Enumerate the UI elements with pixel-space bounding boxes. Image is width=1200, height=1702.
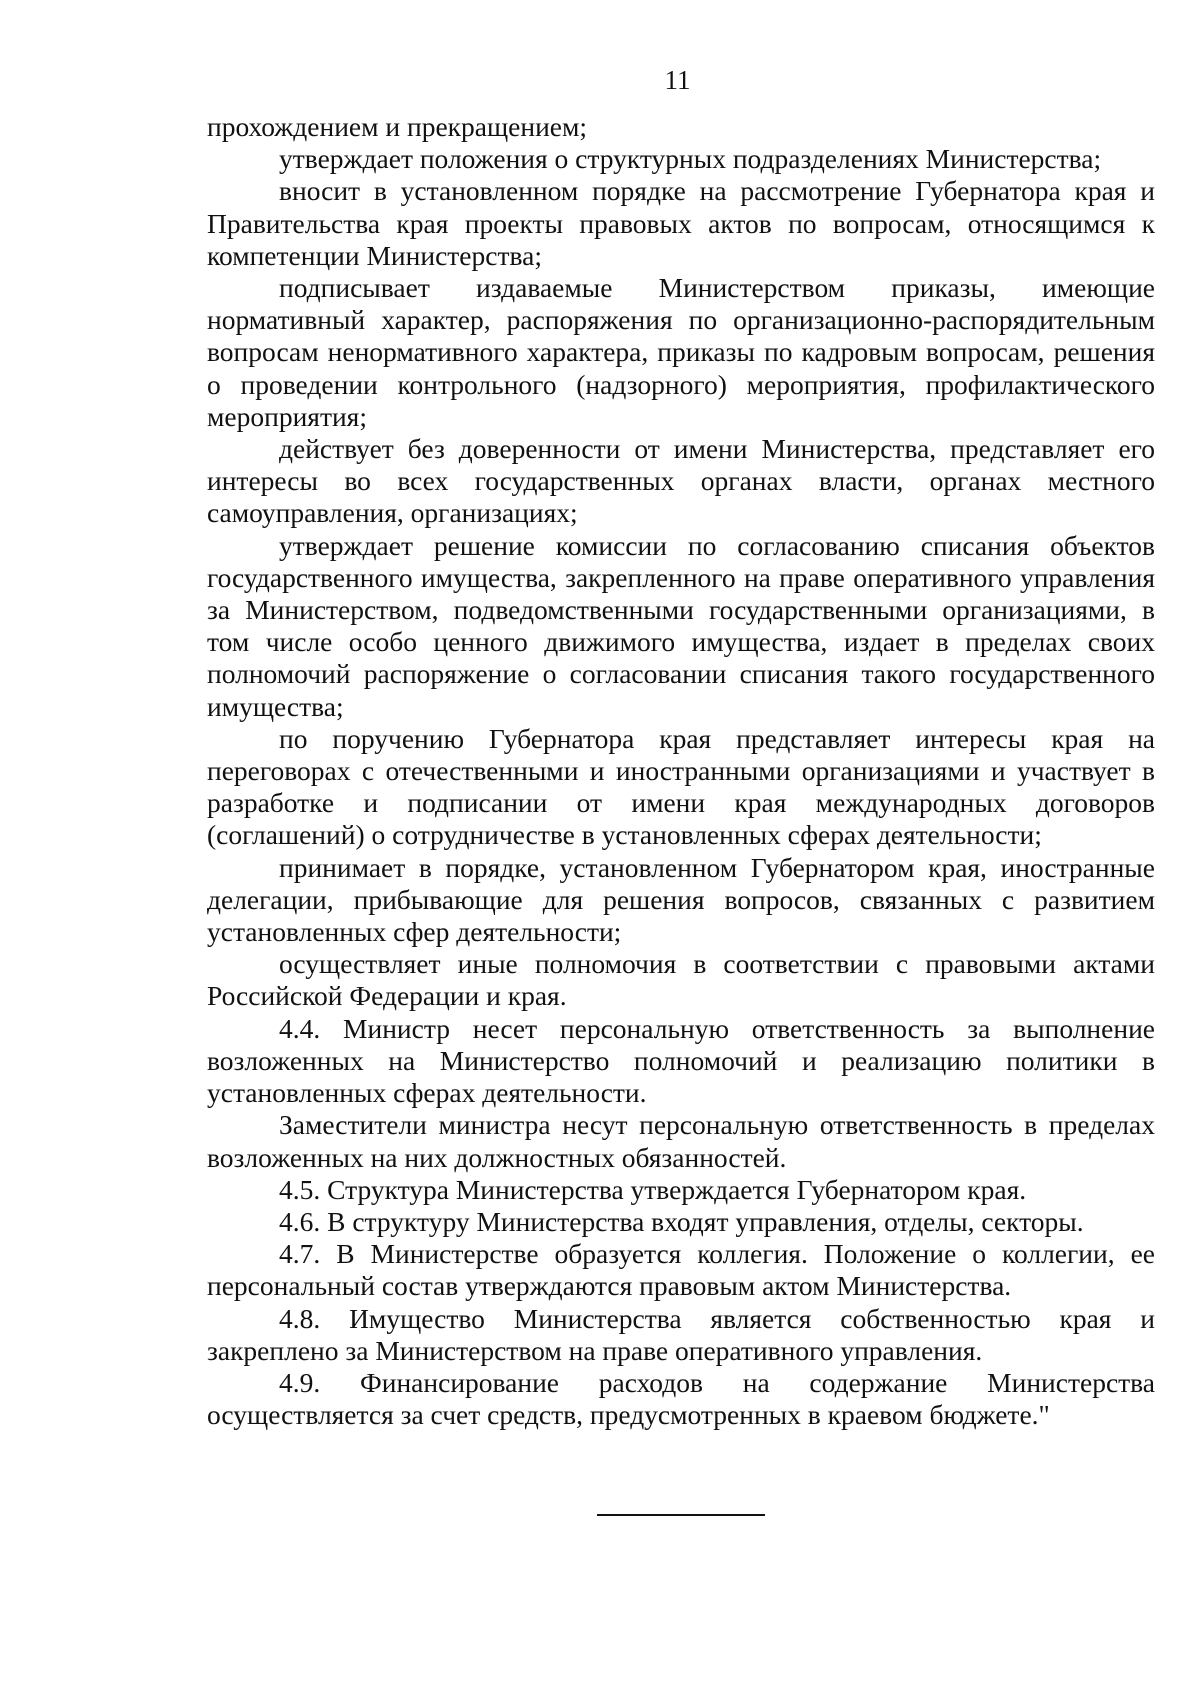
paragraph-section-4-9: 4.9. Финансирование расходов на содержание Министерства осуществляется за счет средств, предусмотренных в краевом бюджете." — [207, 1366, 1155, 1431]
paragraph-section-4-8: 4.8. Имущество Министерства является собственностью края и закреплено за Министерством на праве оперативного управления. — [207, 1302, 1155, 1366]
paragraph: принимает в порядке, установленном Губернатором края, иностранные делегации, прибывающие для решения вопросов, связанных с развитием установленных сфер деятельности; — [207, 851, 1155, 948]
page-number: 11 — [664, 65, 691, 95]
paragraph-section-4-7: 4.7. В Министерстве образуется коллегия. Положение о коллегии, ее персональный состав утверждаются правовым актом Министерства. — [207, 1238, 1155, 1302]
paragraph: вносит в установленном порядке на рассмотрение Губернатора края и Правительства края проекты правовых актов по вопросам, относящимся к компетенции Министерства; — [207, 175, 1155, 271]
document-body — [207, 111, 1155, 1431]
paragraph-section-4-6: 4.6. В структуру Министерства входят управления, отделы, секторы. — [279, 1205, 1084, 1237]
closing-divider-line — [597, 1514, 765, 1516]
paragraph: прохождением и прекращением; — [207, 111, 588, 142]
paragraph: утверждает положения о структурных подразделениях Министерства; — [279, 143, 1102, 175]
paragraph: по поручению Губернатора края представляет интересы края на переговорах с отечественными и иностранными организациями и участвует в разработке и подписании от имени края международных договоров (соглашений) о сотрудничестве в установленных сферах деятельности; — [207, 722, 1155, 851]
paragraph: подписывает издаваемые Министерством приказы, имеющие нормативный характер, распоряжения по организационно-распорядительным вопросам ненормативного характера, приказы по кадровым вопросам, решения о проведении контрольного (надзорного) мероприятия, профилактического мероприятия; — [207, 272, 1155, 432]
paragraph: утверждает решение комиссии по согласованию списания объектов государственного имущества, закрепленного на праве оперативного управления за Министерством, подведомственными государственными организациями, в том числе особо ценного движимого имущества, издает в пределах своих полномочий распоряжение о согласовании списания такого государственного имущества; — [207, 529, 1155, 722]
paragraph-section-4-4: 4.4. Министр несет персональную ответственность за выполнение возложенных на Министерство полномочий и реализацию политики в установленных сферах деятельности. — [207, 1012, 1155, 1109]
paragraph: осуществляет иные полномочия в соответствии с правовыми актами Российской Федерации и края. — [207, 948, 1155, 1012]
paragraph-section-4-5: 4.5. Структура Министерства утверждается Губернатором края. — [279, 1173, 1027, 1205]
paragraph: действует без доверенности от имени Министерства, представляет его интересы во всех государственных органах власти, органах местного самоуправления, организациях; — [207, 433, 1155, 529]
paragraph: Заместители министра несут персональную ответственность в пределах возложенных на них должностных обязанностей. — [207, 1109, 1155, 1173]
